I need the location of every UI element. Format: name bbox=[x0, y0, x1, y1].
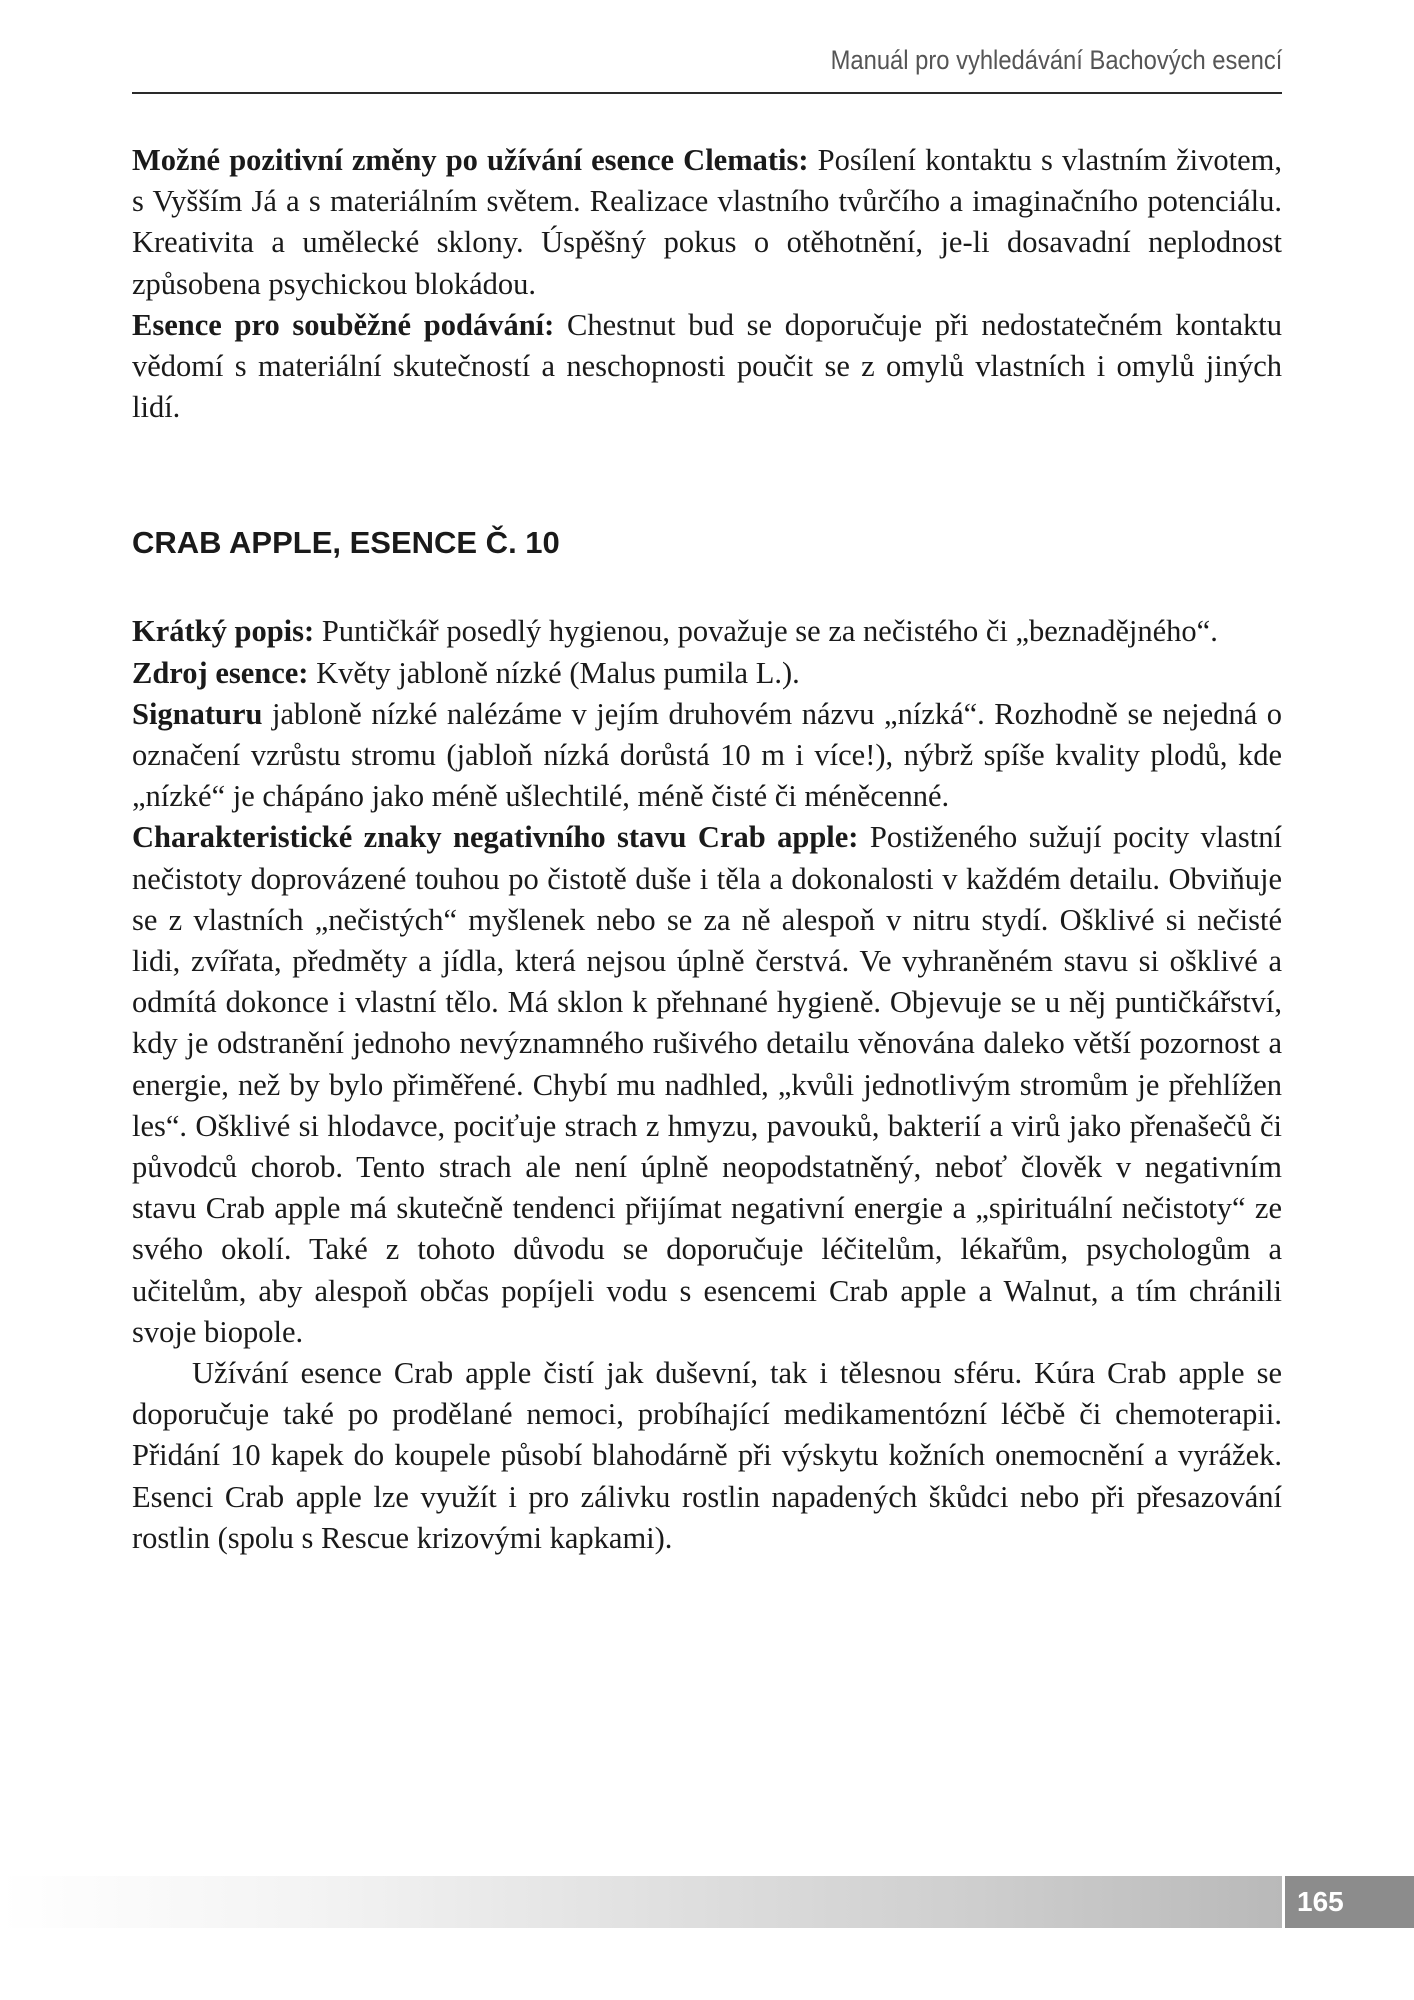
clematis-concurrent-paragraph bbox=[132, 305, 1282, 429]
source-text: Květy jabloně nízké (Malus pumila L.). bbox=[308, 655, 800, 690]
running-title: Manuál pro vyhledávání Bachových esencí bbox=[830, 45, 1282, 75]
running-header bbox=[132, 42, 1282, 94]
signature-paragraph bbox=[132, 694, 1282, 818]
clematis-concurrent-text: Chestnut bud se doporučuje při nedostatečném kontaktu vědomí s materiální skutečností a neschopnosti poučit se z omylů vlastních i omylů jiných lidí. bbox=[132, 307, 1283, 425]
usage-paragraph: Užívání esence Crab apple čistí jak duševní, tak i tělesnou sféru. Kúra Crab apple se doporučuje také po prodělané nemoci, probíhající medikamentózní léčbě či chemoterapii. Přidání 10 kapek do koupele působí blahodárně při výskytu kožních onemocnění a vyrážek. Esenci Crab apple lze využít i pro zálivku rostlin napadených škůdci nebo při přesazování rostlin (spolu s Rescue krizovými kapkami). bbox=[132, 1356, 1282, 1555]
signature-label: Signaturu bbox=[132, 696, 263, 731]
clematis-positive-label: Možné pozitivní změny po užívání esence Clematis: bbox=[132, 143, 809, 177]
clematis-positive-text: Posílení kontaktu s vlastním životem, s Vyšším Já a s materiálním světem. Realizace vlastního tvůrčího a imaginačního potenciálu. Kreativita a umělecké sklony. Úspěšný pokus o otěhotnění, je-li dosavadní neplodnost způsobena psychickou blokádou. bbox=[132, 143, 1283, 301]
short-description-text: Puntičkář posedlý hygienou, považuje se za nečistého či „beznadějného“. bbox=[314, 614, 1218, 649]
traits-text: Postiženého sužují pocity vlastní nečistoty doprovázené touhou po čistotě duše i těla a dokonalosti v každém detailu. Obviňuje se z vlastních „nečistých“ myšlenek nebo se za ně alespoň v nitru stydí. Ošklivé si nečisté lidi, zvířata, předměty a jídla, která nejsou úplně čerstvá. Ve vyhraněném stavu si ošklivé a odmítá dokonce i vlastní tělo. Má sklon k přehnané hygieně. Objevuje se u něj puntičkářství, kdy je odstranění jednoho nevýznamného rušivého detailu věnována daleko větší pozornost a energie, než by bylo přiměřené. Chybí mu nadhled, „kvůli jednotlivým stromům je přehlížen les“. Ošklivé si hlodavce, pociťuje strach z hmyzu, pavouků, bakterií a virů jako přenašečů či původců chorob. Tento strach ale není úplně neopodstatněný, neboť člověk v negativním stavu Crab apple má skutečně tendenci přijímat negativní energie a „spirituální nečistoty“ ze svého okolí. Také z tohoto důvodu se doporučuje léčitelům, lékařům, psychologům a učitelům, aby alespoň občas popíjeli vodu s esencemi Crab apple a Walnut, a tím chránili svoje biopole. bbox=[132, 820, 1282, 1349]
clematis-concurrent-label: Esence pro souběžné podávání: bbox=[132, 307, 555, 342]
footer-gradient-bar bbox=[0, 1876, 1282, 1928]
source-paragraph bbox=[132, 653, 1282, 694]
traits-label: Charakteristické znaky negativního stavu Crab apple: bbox=[132, 820, 859, 855]
section-heading: CRAB APPLE, ESENCE Č. 10 bbox=[132, 525, 560, 561]
short-description-label: Krátký popis: bbox=[132, 614, 315, 649]
traits-paragraph bbox=[132, 817, 1282, 1353]
clematis-positive-paragraph bbox=[132, 140, 1282, 305]
page-body bbox=[132, 140, 1282, 1559]
signature-text: jabloně nízké nalézáme v jejím druhovém názvu „nízká“. Rozhodně se nejedná o označení vzrůstu stromu (jabloň nízká dorůstá 10 m i více!), nýbrž spíše kvality plodů, kde „nízké“ je chápáno jako méně ušlechtilé, méně čisté či méněcenné. bbox=[132, 696, 1282, 814]
short-description-paragraph bbox=[132, 611, 1282, 652]
page-number: 165 bbox=[1285, 1876, 1414, 1928]
source-label: Zdroj esence: bbox=[132, 655, 309, 690]
